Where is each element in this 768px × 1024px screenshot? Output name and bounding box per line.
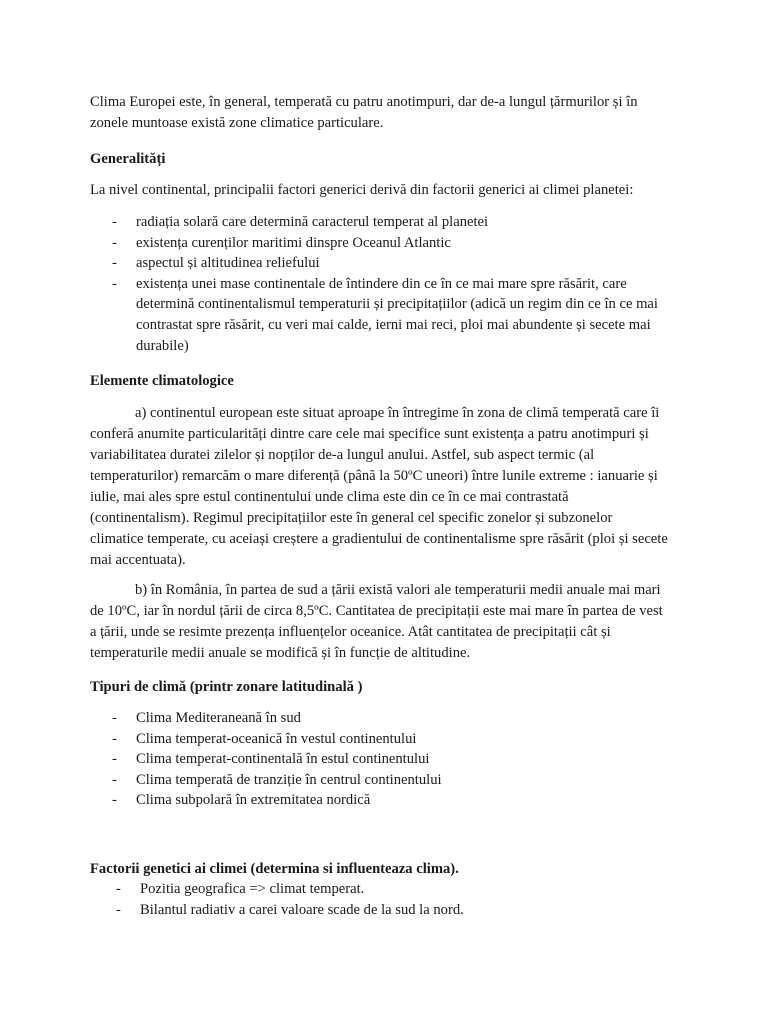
heading-elemente-climatologice: Elemente climatologice bbox=[90, 373, 234, 389]
list-item: - Bilantul radiativ a carei valoare scade de la sud la nord. bbox=[90, 900, 668, 921]
tipuri-list bbox=[90, 708, 668, 811]
list-item: - radiația solară care determină caracterul temperat al planetei bbox=[90, 212, 668, 233]
list-item: - Clima Mediteraneană în sud bbox=[90, 708, 668, 729]
dash-bullet: - bbox=[112, 214, 117, 230]
dash-bullet: - bbox=[116, 902, 121, 918]
dash-bullet: - bbox=[112, 730, 117, 747]
dash-bullet: - bbox=[112, 771, 117, 788]
list-item: - Clima temperat-oceanică în vestul continentului bbox=[90, 729, 668, 750]
dash-bullet: - bbox=[112, 751, 117, 768]
list-item: - Clima temperat-continentală în estul continentului bbox=[90, 749, 668, 770]
dash-bullet: - bbox=[112, 710, 117, 726]
list-item: - aspectul și altitudinea reliefului bbox=[90, 253, 668, 274]
dash-bullet: - bbox=[112, 234, 117, 251]
dash-bullet: - bbox=[112, 792, 117, 809]
heading-tipuri-clima: Tipuri de climă (printr zonare latitudinală ) bbox=[90, 679, 363, 695]
list-item: - Pozitia geografica => climat temperat. bbox=[90, 879, 668, 900]
dash-bullet: - bbox=[112, 275, 117, 292]
elemente-paragraph-a: a) continentul european este situat aproape în întregime în zona de climă temperată care îi conferă anumite particularități dintre care cele mai specifice sunt existența a patru anotimpuri și variabilitatea duratei zilelor și nopților de-a lungul anului. Astfel, sub aspect termic (al temperaturilor) remarcăm o mare diferență (până la 50ºC uneori) între lunile extreme : ianuarie și iulie, mai ales spre estul continentului unde clima este din ce în ce mai contrastată (continentalism). Regimul precipitațiilor este în general cel specific zonelor și subzonelor climatice temperate, cu aceiași creștere a gradientului de continentalisme spre răsărit (ploi și secete mai accentuata). bbox=[90, 405, 668, 568]
list-item: - existența unei mase continentale de întindere din ce în ce mai mare spre răsărit, care determină continentalismul temperaturii și precipitațiilor (adică un regim din ce în ce mai contrastat spre răsărit, cu veri mai calde, ierni mai reci, ploi mai abundente și secete mai durabile) bbox=[112, 275, 658, 354]
elemente-paragraph-b: b) în România, în partea de sud a țării există valori ale temperaturii medii anuale mai mari de 10ºC, iar în nordul țării de circa 8,5ºC. Cantitatea de precipitații este mai mare în partea de vest a țării, unde se resimte prezența influențelor oceanice. Atât cantitatea de precipitații cât și temperaturile medii anuale se modifică și în funcție de altitudine. bbox=[90, 582, 663, 661]
dash-bullet: - bbox=[112, 255, 117, 272]
generalitati-list bbox=[90, 212, 668, 356]
intro-paragraph: Clima Europei este, în general, temperată cu patru anotimpuri, dar de-a lungul țărmurilor și în zonele muntoase există zone climatice particulare. bbox=[90, 94, 638, 131]
list-item: - existența curenților maritimi dinspre Oceanul Atlantic bbox=[90, 233, 668, 254]
factori-list bbox=[90, 879, 668, 921]
list-item: - Clima subpolară în extremitatea nordică bbox=[90, 790, 668, 811]
list-item: - Clima temperată de tranziție în centrul continentului bbox=[90, 770, 668, 791]
dash-bullet: - bbox=[116, 881, 121, 897]
generalitati-intro: La nivel continental, principalii factori generici derivă din factorii generici ai climei planetei: bbox=[90, 182, 634, 198]
heading-factorii-genetici: Factorii genetici ai climei (determina si influenteaza clima). bbox=[90, 861, 459, 877]
heading-generalitati: Generalități bbox=[90, 151, 166, 167]
